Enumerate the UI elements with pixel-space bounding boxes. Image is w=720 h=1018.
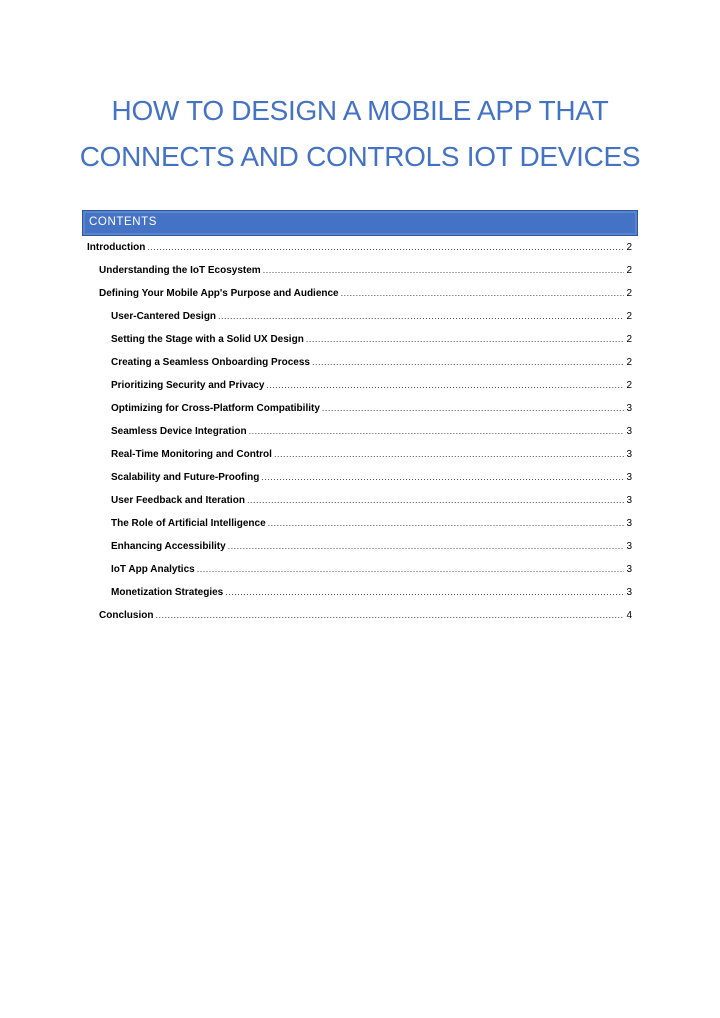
toc-entry-page-number: 3 — [626, 518, 632, 529]
toc-entry-label: Introduction — [87, 242, 146, 253]
toc-entry-label: Optimizing for Cross-Platform Compatibility — [111, 403, 320, 414]
toc-entry-page-number: 3 — [626, 403, 632, 414]
toc-entry-page-number: 2 — [626, 288, 632, 299]
toc-dot-leader — [249, 426, 625, 436]
title-line-1: HOW TO DESIGN A MOBILE APP THAT — [111, 95, 609, 126]
toc-dot-leader — [247, 495, 625, 505]
toc-entry[interactable] — [87, 334, 632, 350]
toc-entry-label: Understanding the IoT Ecosystem — [99, 265, 261, 276]
toc-dot-leader — [197, 564, 625, 574]
toc-entry[interactable] — [87, 495, 632, 511]
toc-entry-page-number: 3 — [626, 449, 632, 460]
toc-entry-label: Enhancing Accessibility — [111, 541, 226, 552]
toc-dot-leader — [263, 265, 625, 275]
toc-entry[interactable] — [87, 564, 632, 580]
toc-entry[interactable] — [87, 403, 632, 419]
toc-entry-page-number: 3 — [626, 587, 632, 598]
contents-heading: CONTENTS — [89, 216, 158, 228]
toc-entry[interactable] — [87, 426, 632, 442]
toc-entry[interactable] — [87, 288, 632, 304]
toc-entry-page-number: 2 — [626, 380, 632, 391]
toc-entry-label: Conclusion — [99, 610, 154, 621]
toc-entry[interactable] — [87, 449, 632, 465]
toc-entry-label: The Role of Artificial Intelligence — [111, 518, 266, 529]
toc-entry-label: Monetization Strategies — [111, 587, 224, 598]
toc-entry-label: Seamless Device Integration — [111, 426, 247, 437]
toc-entry[interactable] — [87, 610, 632, 626]
toc-dot-leader — [274, 449, 625, 459]
title-line-2: CONNECTS AND CONTROLS IOT DEVICES — [79, 141, 641, 172]
toc-entry[interactable] — [87, 587, 632, 603]
toc-entry-page-number: 3 — [626, 541, 632, 552]
toc-entry-label: User Feedback and Iteration — [111, 495, 245, 506]
document-title — [40, 88, 680, 180]
toc-entry-page-number: 2 — [626, 334, 632, 345]
toc-entry[interactable] — [87, 311, 632, 327]
toc-dot-leader — [306, 334, 625, 344]
toc-entry[interactable] — [87, 357, 632, 373]
toc-dot-leader — [147, 242, 624, 252]
toc-entry[interactable] — [87, 242, 632, 258]
toc-dot-leader — [225, 587, 624, 597]
toc-entry-page-number: 3 — [626, 495, 632, 506]
toc-entry-label: User-Cantered Design — [111, 311, 217, 322]
toc-entry-page-number: 2 — [626, 311, 632, 322]
toc-entry-label: Creating a Seamless Onboarding Process — [111, 357, 310, 368]
toc-entry-page-number: 2 — [626, 357, 632, 368]
toc-dot-leader — [228, 541, 625, 551]
toc-dot-leader — [261, 472, 624, 482]
toc-dot-leader — [266, 380, 624, 390]
toc-dot-leader — [322, 403, 625, 413]
toc-dot-leader — [268, 518, 625, 528]
toc-entry-page-number: 3 — [626, 426, 632, 437]
toc-entry[interactable] — [87, 380, 632, 396]
toc-dot-leader — [155, 610, 624, 620]
toc-entry-page-number: 4 — [626, 610, 632, 621]
toc-entry-page-number: 2 — [626, 242, 632, 253]
toc-entry[interactable] — [87, 265, 632, 281]
toc-dot-leader — [312, 357, 624, 367]
toc-entry-label: Setting the Stage with a Solid UX Design — [111, 334, 304, 345]
toc-entry-page-number: 2 — [626, 265, 632, 276]
contents-heading-bar — [82, 210, 638, 236]
toc-entry[interactable] — [87, 472, 632, 488]
toc-entry-label: Real-Time Monitoring and Control — [111, 449, 272, 460]
toc-entry-label: Prioritizing Security and Privacy — [111, 380, 265, 391]
toc-entry-label: IoT App Analytics — [111, 564, 195, 575]
toc-entry[interactable] — [87, 518, 632, 534]
toc-entry-page-number: 3 — [626, 472, 632, 483]
toc-dot-leader — [341, 288, 625, 298]
toc-entry[interactable] — [87, 541, 632, 557]
toc-entry-page-number: 3 — [626, 564, 632, 575]
toc-entry-label: Scalability and Future-Proofing — [111, 472, 260, 483]
toc-entry-label: Defining Your Mobile App's Purpose and Audience — [99, 288, 339, 299]
toc-dot-leader — [218, 311, 624, 321]
